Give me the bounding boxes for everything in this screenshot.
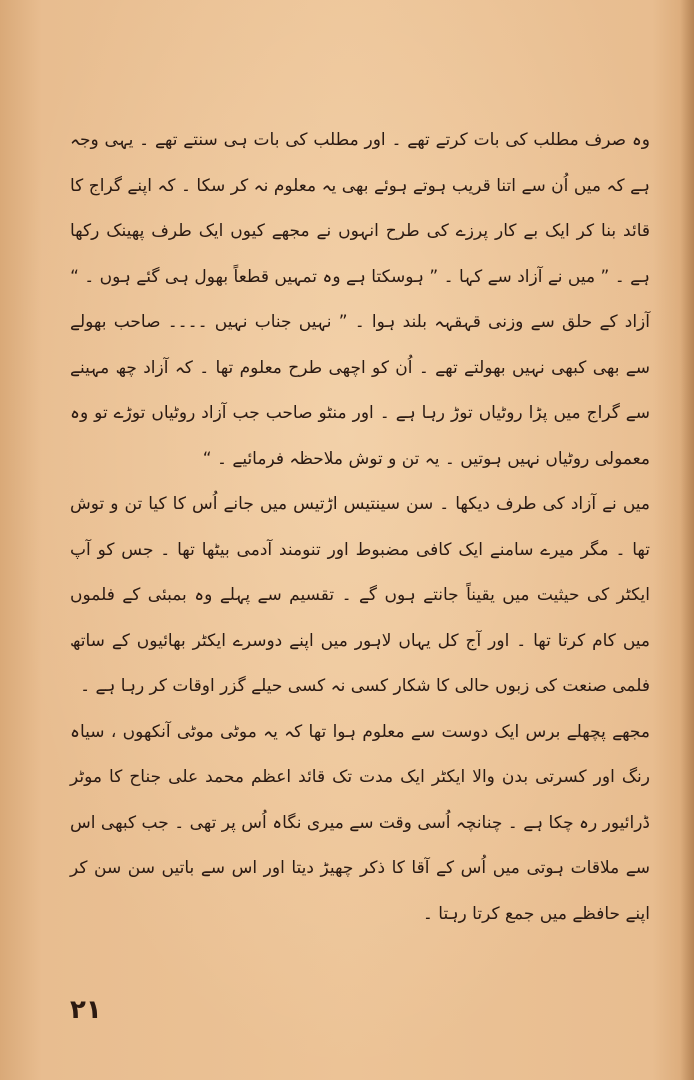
paragraph-2: آزاد کے حلق سے وزنی قہقہہ بلند ہوا ۔ ” نہیں جناب نہیں ۔۔۔۔ صاحب بھولے سے بھی کبھی نہیں بھولتے تھے ۔ اُن کو اچھی طرح معلوم تھا ۔ کہ آزاد چھ مہینے سے گراج میں پڑا روٹیاں توڑ رہا ہے ۔ اور منٹو صاحب جب آزاد روٹیاں توڑے تو وہ معمولی روٹیاں نہیں ہوتیں ۔ یہ تن و توش ملاحظہ فرمائیے ۔ “ bbox=[70, 312, 650, 469]
paragraph-3: میں نے آزاد کی طرف دیکھا ۔ سن سینتیس اڑتیس میں جانے اُس کا کیا تن و توش تھا ۔ مگر میرے سامنے ایک کافی مضبوط اور تنومند آدمی بیٹھا تھا ۔ جس کو آپ ایکٹر کی حیثیت میں یقیناً جانتے ہوں گے ۔ تقسیم سے پہلے وہ بمبئی کے فلموں میں کام کرتا تھا ۔ اور آج کل یہاں لاہور میں اپنے دوسرے ایکٹر بھائیوں کے ساتھ فلمی صنعت کی زبوں حالی کا شکار کسی نہ کسی حیلے گزر اوقات کر رہا ہے ۔ bbox=[70, 494, 650, 696]
paragraph-4: مجھے پچھلے برس ایک دوست سے معلوم ہوا تھا کہ یہ موٹی موٹی آنکھوں ، سیاہ رنگ اور کسرتی بدن والا ایکٹر ایک مدت تک قائد اعظم محمد علی جناح کا موٹر ڈرائیور رہ چکا ہے ۔ چنانچہ اُسی وقت سے میری نگاہ اُس پر تھی ۔ جب کبھی اس سے ملاقات ہوتی میں اُس کے آقا کا ذکر چھیڑ دیتا اور اس سے باتیں سن سن کر اپنے حافظے میں جمع کرتا رہتا ۔ bbox=[70, 721, 650, 924]
page-edge-shadow bbox=[680, 0, 694, 1080]
paragraph-1: وہ صرف مطلب کی بات کرتے تھے ۔ اور مطلب کی بات ہی سنتے تھے ۔ یہی وجہ ہے کہ میں اُن سے اتنا قریب ہوتے ہوئے بھی یہ معلوم نہ کر سکا ۔ کہ اپنے گراج کا قائد بنا کر ایک بے کار پرزے کی طرح انہوں نے مجھے کیوں ایک طرف پھینک رکھا ہے ۔ ” میں نے آزاد سے کہا ۔ ” ہوسکتا ہے وہ تمہیں قطعاً بھول ہی گئے ہوں ۔ “ bbox=[70, 130, 650, 287]
page-text-block bbox=[70, 118, 650, 937]
page-number: ۲۱ bbox=[70, 995, 102, 1025]
